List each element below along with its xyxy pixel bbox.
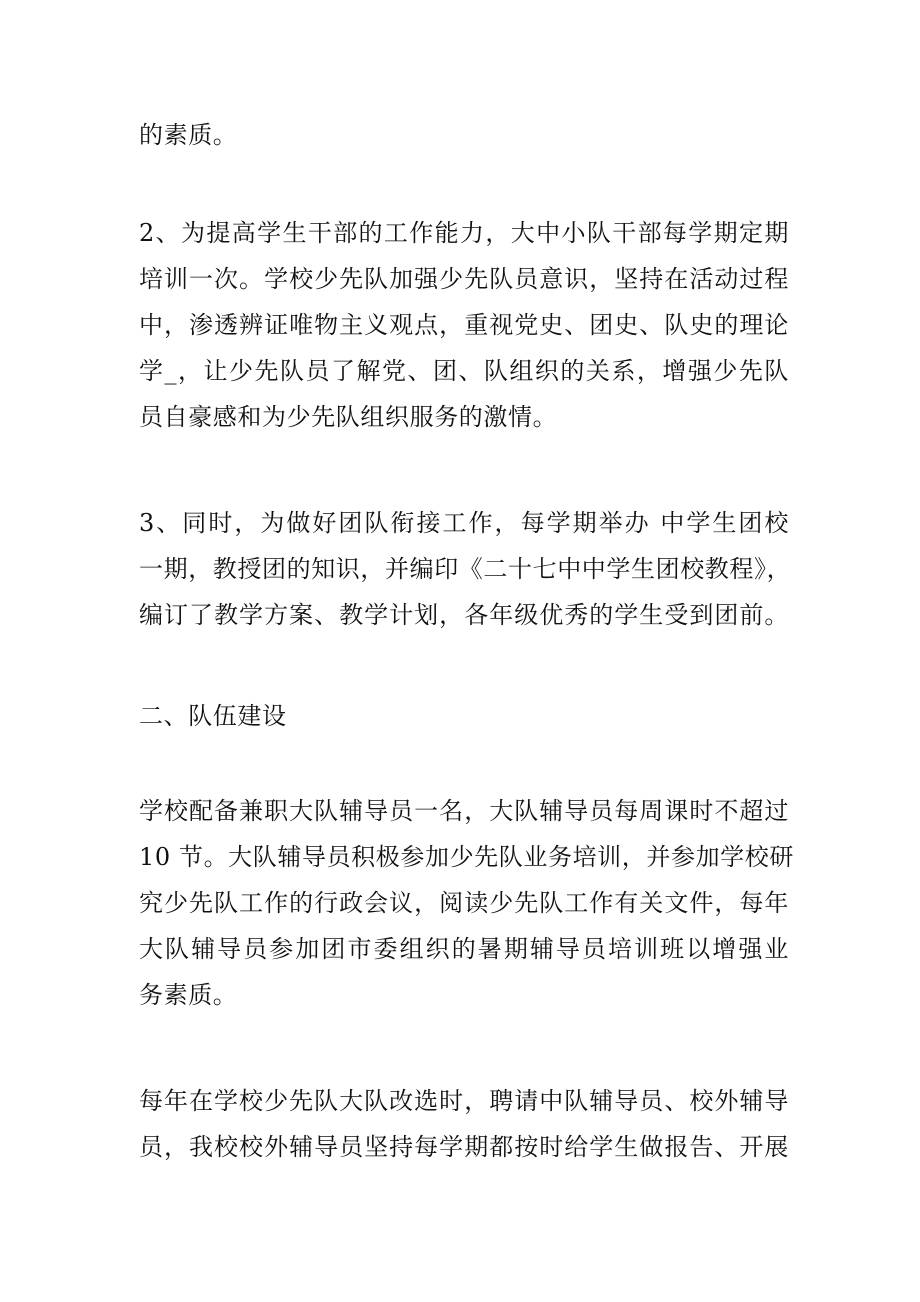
text-line: 大队辅导员参加团市委组织的暑期辅导员培训班以增强业 xyxy=(139,935,789,963)
paragraph-item-3 xyxy=(139,500,792,638)
text-line: 员，我校校外辅导员坚持每学期都按时给学生做报告、开展 xyxy=(139,1133,789,1161)
heading-text: 二、队伍建设 xyxy=(139,702,287,730)
section-heading xyxy=(139,693,789,739)
text-line: 务素质。 xyxy=(139,981,238,1009)
text-line: 究少先队工作的行政会议，阅读少先队工作有关文件，每年 xyxy=(139,889,789,917)
text-line: 的素质。 xyxy=(139,121,238,149)
paragraph-item-2 xyxy=(139,210,789,440)
text-line: 3、同时，为做好团队衔接工作，每学期举办 中学生团校 xyxy=(139,509,789,537)
text-line: 学_，让少先队员了解党、团、队组织的关系，增强少先队 xyxy=(139,357,789,385)
paragraph-continuation xyxy=(139,112,789,158)
text-line: 编订了教学方案、教学计划，各年级优秀的学生受到团前。 xyxy=(139,601,789,629)
text-line: 员自豪感和为少先队组织服务的激情。 xyxy=(139,403,558,431)
paragraph-counselors xyxy=(139,1078,789,1170)
text-line: 一期，教授团的知识，并编印《二十七中中学生团校教程》， xyxy=(139,555,792,583)
text-line: 中，渗透辨证唯物主义观点，重视党史、团史、队史的理论 xyxy=(139,311,789,339)
text-line: 每年在学校少先队大队改选时，聘请中队辅导员、校外辅导 xyxy=(139,1087,789,1115)
text-line: 10 节。大队辅导员积极参加少先队业务培训，并参加学校研 xyxy=(139,843,794,871)
text-line: 培训一次。学校少先队加强少先队员意识，坚持在活动过程 xyxy=(139,265,789,293)
paragraph-team-building xyxy=(139,788,794,1018)
text-line: 学校配备兼职大队辅导员一名，大队辅导员每周课时不超过 xyxy=(139,797,789,825)
text-line: 2、为提高学生干部的工作能力，大中小队干部每学期定期 xyxy=(139,219,789,247)
